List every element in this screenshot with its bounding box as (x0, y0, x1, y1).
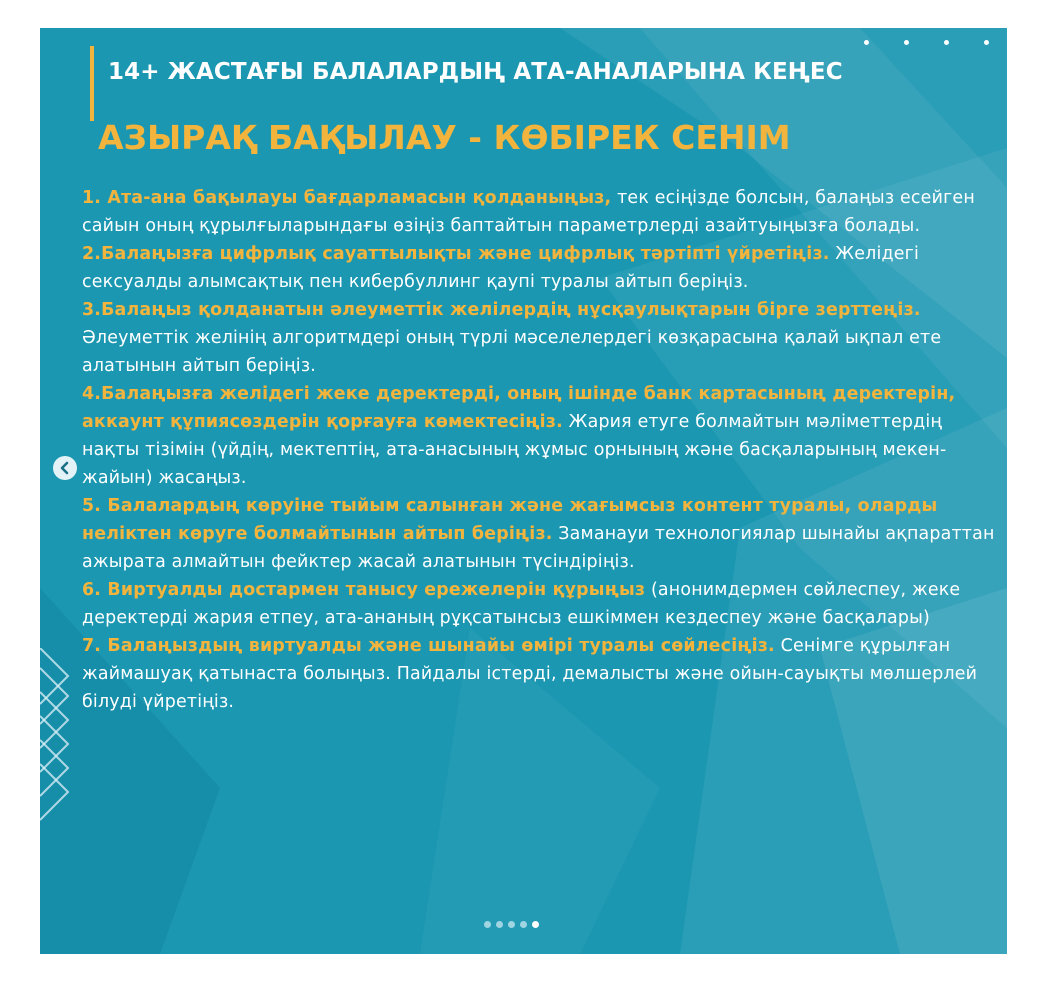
carousel-slide (40, 28, 1007, 954)
advice-item (82, 632, 1000, 716)
advice-text: Заманауи технологиялар шынайы ақпараттан ажырата алмайтын фейктер жасай алатынын түсіндіріңіз. (82, 524, 995, 572)
advice-heading: 2.Балаңызға цифрлық сауаттылықты және цифрлық тәртіпті үйретіңіз. (82, 244, 830, 264)
advice-item (82, 296, 1000, 380)
pagination-dot[interactable] (496, 921, 503, 928)
pagination-dot[interactable] (508, 921, 515, 928)
carousel-pagination (484, 921, 564, 931)
advice-text: Сенімге құрылған жаймашуақ қатынаста болыңыз. Пайдалы істерді, демалысты және ойын-сауықты мөлшерлей білуді үйретіңіз. (82, 636, 978, 712)
advice-heading: 1. Ата-ана бақылауы бағдарламасын қолданыңыз, (82, 188, 612, 208)
advice-text: тек есіңізде болсын, балаңыз есейген сайын оның құрылғыларындағы өзіңіз баптайтын параметрлерді азайтуыңызға болады. (82, 188, 975, 236)
advice-list (82, 184, 1000, 716)
advice-item (82, 380, 1000, 492)
pagination-dot[interactable] (484, 921, 491, 928)
advice-item (82, 240, 1000, 296)
decorative-dots (860, 40, 1007, 48)
post-headline: АЗЫРАҚ БАҚЫЛАУ - КӨБІРЕК СЕНІМ (98, 118, 791, 157)
title-accent-bar (90, 46, 94, 121)
decorative-dot (984, 40, 989, 45)
post-subtitle: 14+ ЖАСТАҒЫ БАЛАЛАРДЫҢ АТА-АНАЛАРЫНА КЕҢЕС (108, 59, 843, 85)
advice-item (82, 184, 1000, 240)
pagination-dot[interactable] (520, 921, 527, 928)
decorative-dot (904, 40, 909, 45)
advice-heading: 4.Балаңызға желідегі жеке деректерді, оның ішінде банк картасының деректерін, аккаунт құпиясөздерін қорғауға көмектесіңіз. (82, 384, 956, 432)
advice-text: Желідегі сексуалды алымсақтық пен кибербуллинг қаупі туралы айтып беріңіз. (82, 244, 919, 292)
advice-heading: 7. Балаңыздың виртуалды және шынайы өмірі туралы сөйлесіңіз. (82, 636, 775, 656)
advice-item (82, 492, 1000, 576)
advice-text: Әлеуметтік желінің алгоритмдері оның түрлі мәселелердегі көзқарасына қалай ықпал ете алатынын айтып беріңіз. (82, 328, 942, 376)
decorative-dot (944, 40, 949, 45)
advice-heading: 6. Виртуалды достармен танысу ережелерін құрыңыз (82, 580, 646, 600)
advice-heading: 3.Балаңыз қолданатын әлеуметтік желілердің нұсқаулықтарын бірге зерттеңіз. (82, 300, 921, 320)
pagination-dot-active[interactable] (532, 921, 539, 928)
advice-heading: 5. Балалардың көруіне тыйым салынған және жағымсыз контент туралы, оларды неліктен көруге болмайтынын айтып беріңіз. (82, 496, 938, 544)
advice-text: Жария етуге болмайтын мәліметтердің нақты тізімін (үйдің, мектептің, ата-анасының жұмыс орнының және басқаларының мекен-жайын) жасаңыз. (82, 412, 947, 488)
advice-text: (анонимдермен сөйлеспеу, жеке деректерді жария етпеу, ата-ананың рұқсатынсыз ешкіммен кездеспеу және басқалары) (82, 580, 961, 628)
advice-item (82, 576, 1000, 632)
carousel-prev-button[interactable] (53, 456, 77, 480)
decorative-dot (864, 40, 869, 45)
chevron-left-icon (53, 456, 77, 480)
